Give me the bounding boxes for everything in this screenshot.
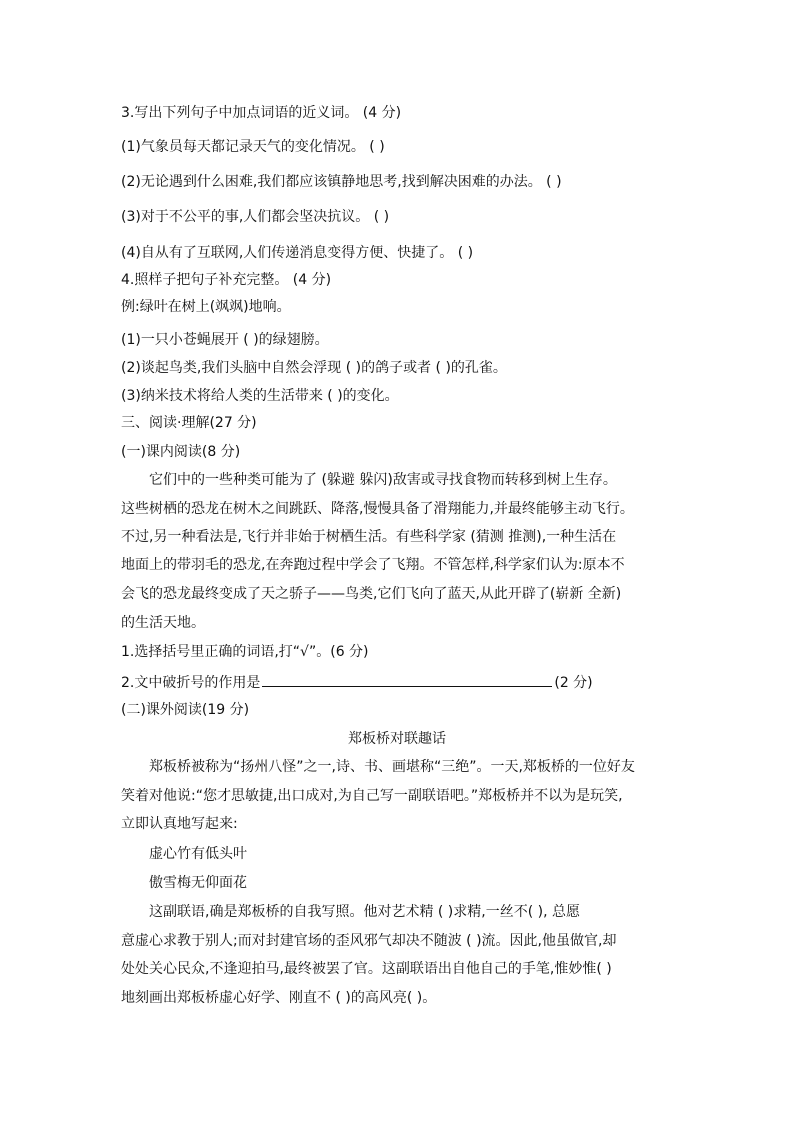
passage1-line-2: 这些树栖的恐龙在树木之间跳跃、降落,慢慢具备了滑翔能力,并最终能够主动飞行。: [121, 501, 634, 517]
q4-item-3: (3)纳米技术将给人类的生活带来 ( )的变化。: [121, 388, 399, 404]
passage3-line-2: 意虚心求教于别人;而对封建官场的歪风邪气却决不随波 ( )流。因此,他虽做官,却: [121, 933, 617, 949]
reading-q2-suffix: (2 分): [554, 675, 593, 691]
passage1-line-5: 会飞的恐龙最终变成了天之骄子——鸟类,它们飞向了蓝天,从此开辟了(崭新 全新): [121, 586, 622, 602]
passage3-line-4: 地刻画出郑板桥虚心好学、刚直不 ( )的高风亮( )。: [121, 990, 437, 1006]
q3-item-1: (1)气象员每天都记录天气的变化情况。 ( ): [121, 139, 385, 155]
passage2-line-2: 笑着对他说:“您才思敏捷,出口成对,为自己写一副联语吧。”郑板桥并不以为是玩笑,: [121, 788, 623, 804]
q4-example: 例:绿叶在树上(飒飒)地响。: [121, 299, 291, 315]
couplet-line-2: 傲雪梅无仰面花: [149, 875, 247, 891]
answer-blank-line: [262, 672, 552, 687]
passage3-line-3: 处处关心民众,不逢迎拍马,最终被罢了官。这副联语出自他自己的手笔,惟妙惟( ): [121, 961, 612, 977]
passage2-line-3: 立即认真地写起来:: [121, 816, 238, 832]
q3-item-3: (3)对于不公平的事,人们都会坚决抗议。 ( ): [121, 209, 390, 225]
q4-heading: 4.照样子把句子补充完整。 (4 分): [121, 272, 332, 288]
couplet-line-1: 虚心竹有低头叶: [149, 846, 247, 862]
passage2-line-1: 郑板桥被称为“扬州八怪”之一,诗、书、画堪称“三绝”。一天,郑板桥的一位好友: [149, 759, 635, 775]
q3-item-4: (4)自从有了互联网,人们传递消息变得方便、快捷了。 ( ): [121, 245, 474, 261]
passage1-line-6: 的生活天地。: [121, 615, 205, 631]
section3-heading: 三、阅读·理解(27 分): [121, 415, 257, 431]
passage3-line-1: 这副联语,确是郑板桥的自我写照。他对艺术精 ( )求精,一丝不( ), 总愿: [149, 904, 580, 920]
passage1-line-1: 它们中的一些种类可能为了 (躲避 躲闪)敌害或寻找食物而转移到树上生存。: [149, 472, 617, 488]
q4-item-1: (1)一只小苍蝇展开 ( )的绿翅膀。: [121, 332, 329, 348]
passage1-line-3: 不过,另一种看法是,飞行并非始于树栖生活。有些科学家 (猜测 推测),一种生活在: [121, 529, 617, 545]
reading-q1: 1.选择括号里正确的词语,打“√”。(6 分): [121, 644, 369, 660]
part2-heading: (二)课外阅读(19 分): [121, 702, 250, 718]
part1-heading: (一)课内阅读(8 分): [121, 444, 241, 460]
passage2-title: 郑板桥对联趣话: [348, 731, 446, 747]
passage1-line-4: 地面上的带羽毛的恐龙,在奔跑过程中学会了飞翔。不管怎样,科学家们认为:原本不: [121, 557, 625, 573]
reading-q2-prefix: 2.文中破折号的作用是: [121, 675, 261, 691]
reading-q2: [121, 672, 593, 692]
q4-item-2: (2)谈起鸟类,我们头脑中自然会浮现 ( )的鸽子或者 ( )的孔雀。: [121, 360, 507, 376]
q3-heading: 3.写出下列句子中加点词语的近义词。 (4 分): [121, 105, 402, 121]
q3-item-2: (2)无论遇到什么困难,我们都应该镇静地思考,找到解决困难的办法。 ( ): [121, 174, 562, 190]
